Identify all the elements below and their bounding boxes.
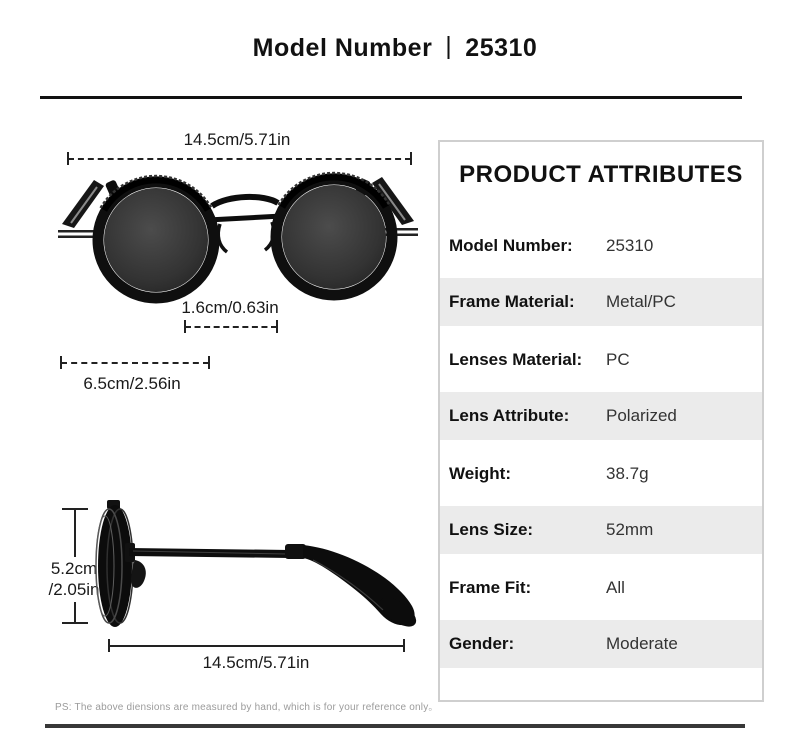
attribute-row-lens-attribute — [440, 388, 762, 445]
attribute-row-gender — [440, 616, 762, 673]
attribute-value: Metal/PC — [606, 292, 676, 311]
side-height-label: 5.2cm /2.05in — [48, 559, 100, 599]
front-width-measure-line — [67, 152, 412, 165]
temple-measure-line — [108, 639, 405, 652]
attribute-row-weight — [440, 445, 762, 502]
attribute-value: All — [606, 577, 625, 597]
left-lens — [104, 188, 208, 292]
attribute-label: Frame Fit: — [449, 577, 532, 597]
attribute-value: PC — [606, 349, 630, 369]
lens-measure-line — [60, 356, 210, 369]
height-measure-line-bottom — [74, 602, 76, 622]
attribute-value: Moderate — [606, 634, 678, 653]
bridge-width-label: 1.6cm/0.63in — [181, 298, 279, 317]
attribute-label: Lenses Material: — [449, 349, 583, 369]
title-divider — [40, 96, 742, 99]
attribute-row-lenses-material — [440, 331, 762, 388]
attribute-label: Weight: — [449, 463, 512, 483]
attributes-table — [440, 217, 762, 673]
attribute-value: 38.7g — [606, 463, 649, 483]
page-title — [0, 34, 790, 63]
model-number-value: 25310 — [465, 34, 538, 62]
temple-arm — [129, 548, 290, 558]
measurement-disclaimer: PS: The above diensions are measured by hand, which is for your reference only。 — [55, 702, 439, 713]
attribute-row-model-number — [440, 217, 762, 274]
attribute-value: 25310 — [606, 235, 654, 255]
attribute-label: Lens Attribute: — [449, 406, 570, 425]
temple-length-label: 14.5cm/5.71in — [202, 653, 310, 672]
sunglasses-side-illustration — [85, 498, 425, 633]
front-width-label: 14.5cm/5.71in — [183, 130, 291, 149]
right-lens — [282, 185, 386, 289]
attribute-row-lens-size — [440, 502, 762, 559]
side-lens-disc — [98, 505, 132, 627]
attribute-value: Polarized — [606, 406, 677, 425]
attribute-label: Frame Material: — [449, 292, 575, 311]
bridge-measure-line — [184, 320, 278, 333]
attribute-label: Model Number: — [449, 235, 573, 255]
title-separator: | — [445, 32, 453, 60]
height-measure-line-top — [74, 510, 76, 557]
lens-width-label: 6.5cm/2.56in — [83, 374, 181, 393]
attribute-label: Gender: — [449, 634, 515, 653]
bottom-divider — [45, 724, 745, 728]
attribute-row-frame-material — [440, 274, 762, 331]
panel-heading: PRODUCT ATTRIBUTES — [459, 161, 743, 188]
attribute-value: 52mm — [606, 520, 654, 539]
attribute-label: Lens Size: — [449, 520, 534, 539]
attribute-row-frame-fit — [440, 559, 762, 616]
model-number-label: Model Number — [252, 34, 433, 62]
product-attributes-panel — [438, 140, 764, 702]
